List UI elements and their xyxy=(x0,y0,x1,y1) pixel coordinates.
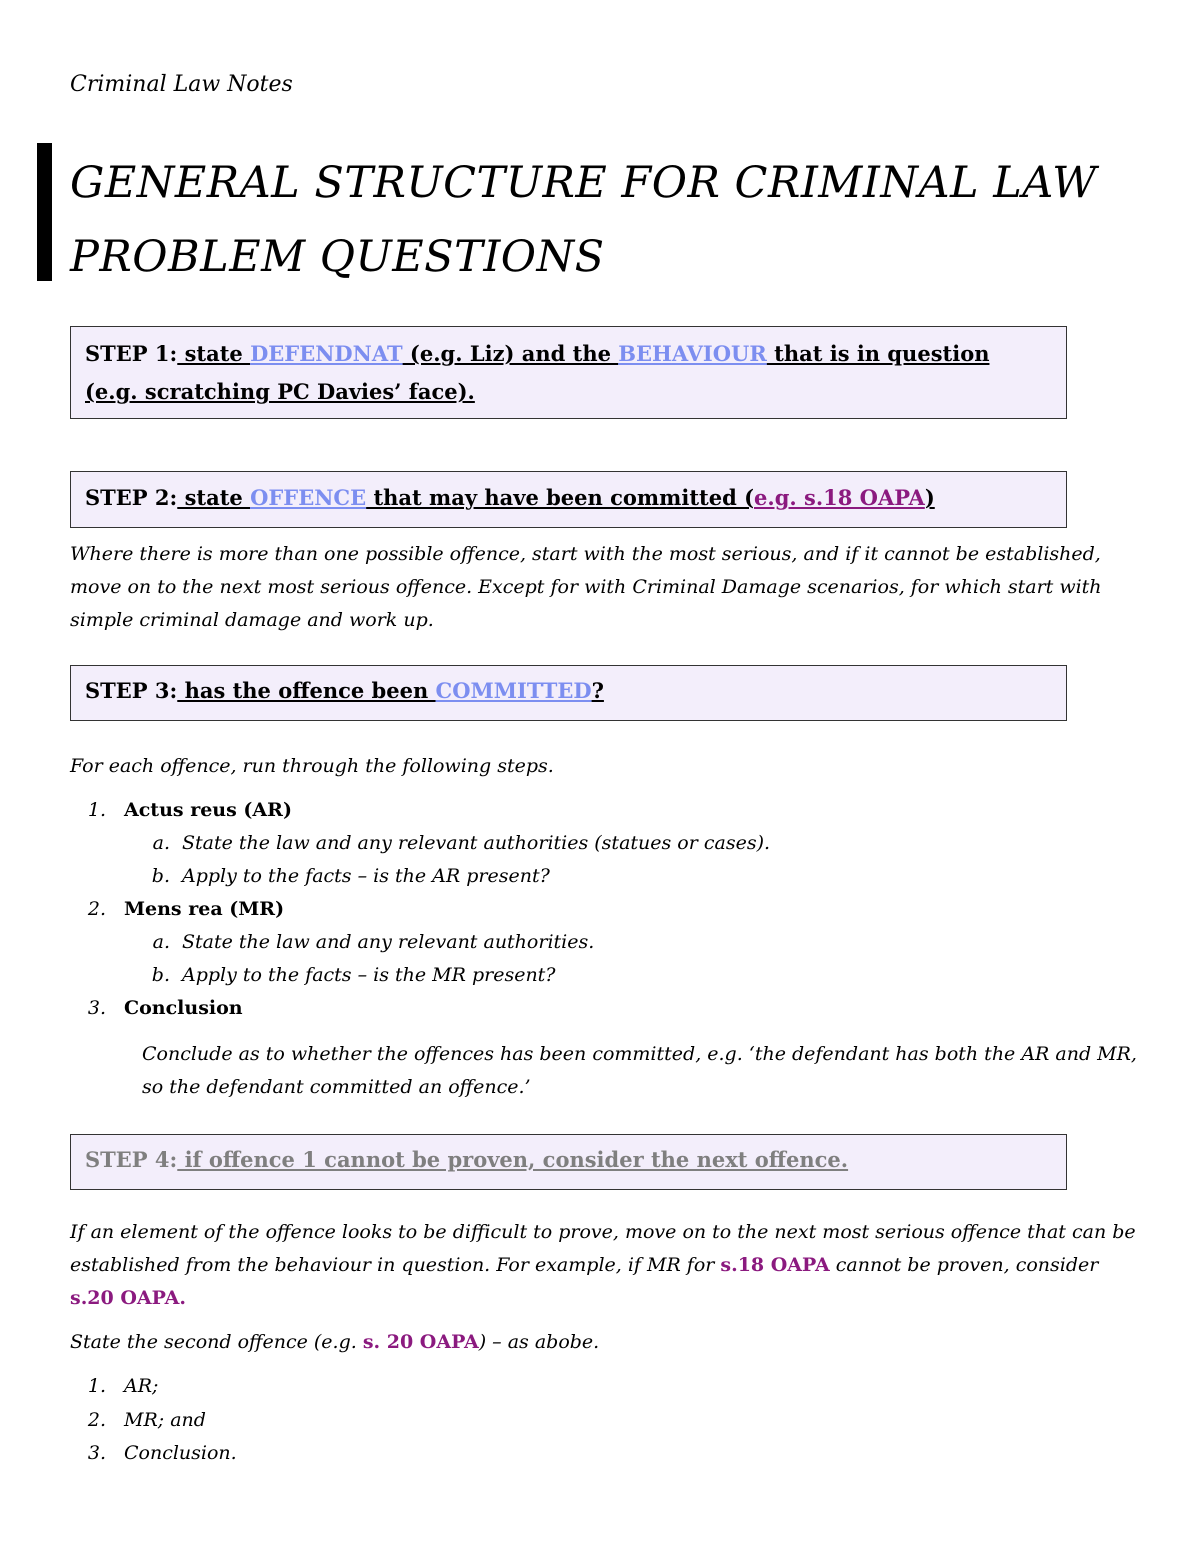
ref-s18-oapa: s.18 OAPA xyxy=(720,1254,830,1276)
list-item-conclusion-2: 3. Conclusion. xyxy=(87,1442,237,1464)
title-line-2: PROBLEM QUESTIONS xyxy=(70,232,605,282)
step-2-box xyxy=(70,471,1067,528)
title-accent-bar xyxy=(37,143,52,281)
title-line-1: GENERAL STRUCTURE FOR CRIMINAL LAW xyxy=(70,158,1097,208)
step-3-label: STEP 3: xyxy=(85,678,178,703)
list-item-mr: 2. MR; and xyxy=(87,1409,206,1431)
step-2-label: STEP 2: xyxy=(85,485,178,510)
step-3-box xyxy=(70,665,1067,721)
step-4-label: STEP 4: xyxy=(85,1147,178,1172)
document-header: Criminal Law Notes xyxy=(70,72,293,97)
step-1-text-b: (e.g. Liz) and the xyxy=(402,341,619,366)
list-item-conclusion: 3. Conclusion xyxy=(87,997,243,1019)
paragraph-offence-order: Where there is more than one possible offence, start with the most serious, and if it cannot be established, move on to the next most serious offence. Except for with Criminal Damage scenarios, for which start with simple criminal damage and work up. xyxy=(70,543,1102,631)
page-title xyxy=(70,146,1097,294)
list-subitem-ar-law: a. State the law and any relevant authorities (statues or cases). xyxy=(152,832,771,854)
paragraph-next-offence: If an element of the offence looks to be difficult to prove, move on to the next most serious offence that can be established from the behaviour in question. For example, if MR for s.18 OAPA cannot be proven, consider s.20 OAPA. xyxy=(70,1221,1136,1309)
list-subitem-mr-facts: b. Apply to the facts – is the MR present? xyxy=(151,964,556,986)
step-1-keyword-defendant: DEFENDNAT xyxy=(250,341,403,366)
list-subitem-ar-facts: b. Apply to the facts – is the AR present? xyxy=(151,865,550,887)
list-item-mens-rea: 2. Mens rea (MR) xyxy=(87,898,285,920)
step-1-label: STEP 1: xyxy=(85,341,178,366)
step-1-keyword-behaviour: BEHAVIOUR xyxy=(618,341,767,366)
step-3-text-a: has the offence been xyxy=(177,678,436,703)
paragraph-each-offence: For each offence, run through the following steps. xyxy=(70,755,554,777)
step-2-text-a: state xyxy=(177,485,251,510)
step-1-text-d: (e.g. scratching PC Davies’ face). xyxy=(85,379,475,404)
list-subitem-mr-law: a. State the law and any relevant authorities. xyxy=(152,931,595,953)
paragraph-second-offence: State the second offence (e.g. s. 20 OAPA) – as abobe. xyxy=(70,1331,600,1353)
step-2-example: e.g. s.18 OAPA xyxy=(754,485,925,510)
list-item-ar: 1. AR; xyxy=(87,1375,159,1397)
step-2-text-c: ) xyxy=(924,485,935,510)
conclusion-text: Conclude as to whether the offences has been committed, e.g. ‘the defendant has both the AR and MR, so the defendant committed an offence.’ xyxy=(142,1043,1137,1098)
step-2-text-b: that may have been committed ( xyxy=(366,485,755,510)
step-2-keyword-offence: OFFENCE xyxy=(250,485,367,510)
step-1-text-a: state xyxy=(177,341,251,366)
step-4-box xyxy=(70,1134,1067,1190)
list-item-actus-reus: 1. Actus reus (AR) xyxy=(87,799,292,821)
step-3-keyword-committed: COMMITTED xyxy=(435,678,592,703)
ref-s20-oapa-example: s. 20 OAPA xyxy=(362,1331,479,1353)
step-1-box xyxy=(70,326,1067,419)
ref-s20-oapa: s.20 OAPA xyxy=(70,1287,180,1309)
step-4-text: if offence 1 cannot be proven, consider the next offence. xyxy=(177,1147,849,1172)
step-1-text-c: that is in question xyxy=(766,341,990,366)
step-3-text-b: ? xyxy=(591,678,604,703)
